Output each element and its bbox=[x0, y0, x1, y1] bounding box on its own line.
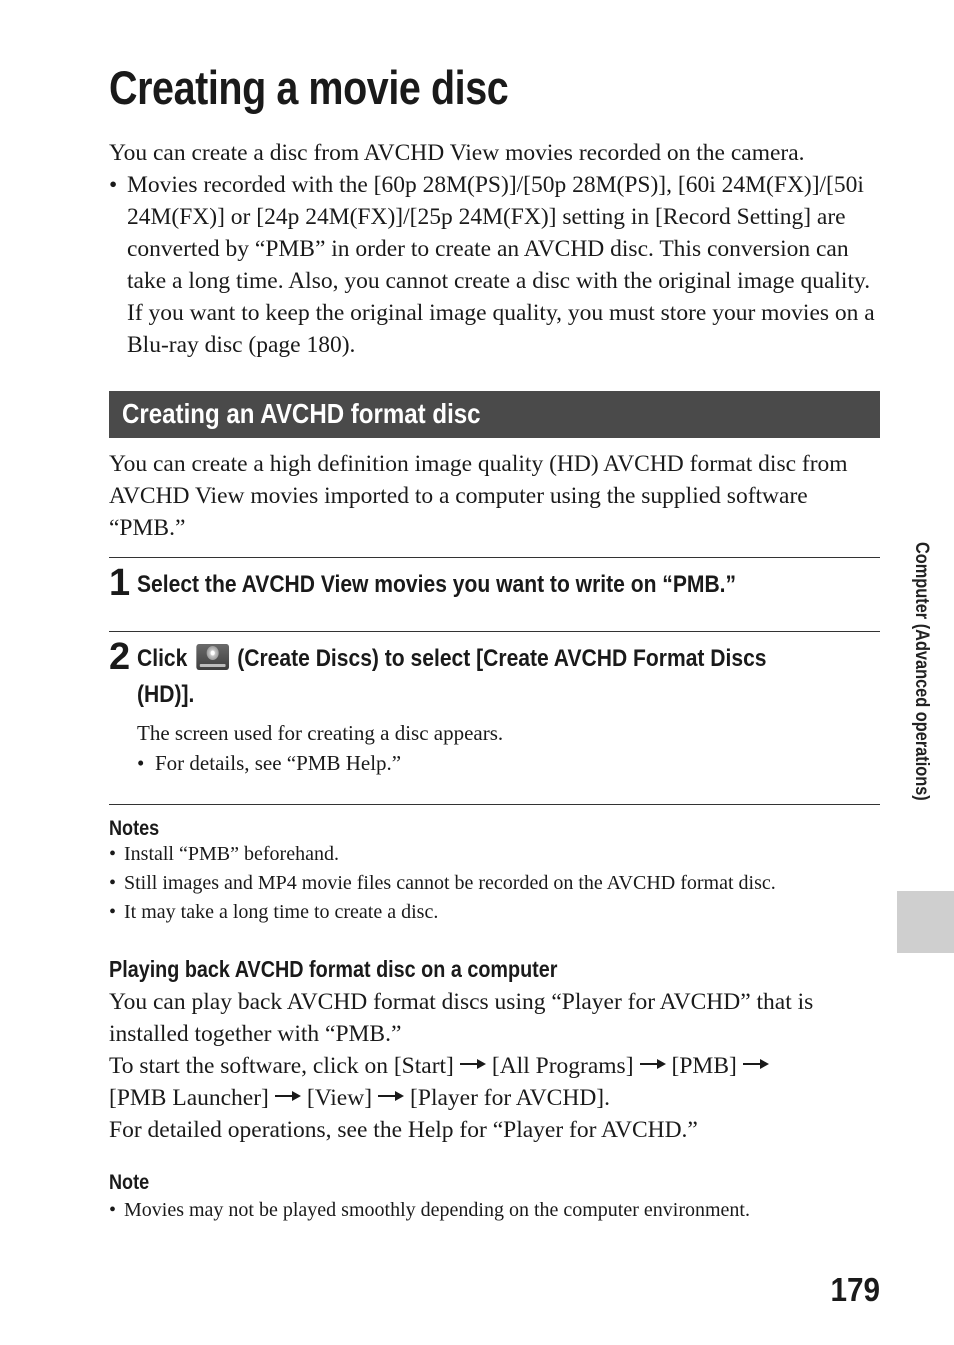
note-heading: Note bbox=[109, 1171, 150, 1194]
step-2-heading-line2: (HD)]. bbox=[137, 681, 195, 708]
path-step: [PMB Launcher] bbox=[109, 1085, 269, 1111]
side-label: Computer (Advanced operations) bbox=[911, 542, 932, 801]
divider bbox=[109, 804, 880, 805]
step-2-detail-bullet: • For details, see “PMB Help.” bbox=[137, 749, 935, 778]
step-2-heading bbox=[137, 640, 869, 678]
step-2-heading-text: (Create Discs) to select [Create AVCHD Format Discs bbox=[237, 645, 767, 672]
path-step: [All Programs] bbox=[491, 1053, 634, 1079]
step-1-heading: Select the AVCHD View movies you want to write on “PMB.” bbox=[137, 571, 737, 598]
divider bbox=[109, 557, 880, 558]
list-item: • It may take a long time to create a disc. bbox=[109, 898, 879, 927]
section-heading-bar bbox=[109, 391, 880, 438]
arrow-right-icon bbox=[640, 1058, 666, 1070]
notes-list bbox=[109, 840, 879, 927]
section-text: You can create a high definition image quality (HD) AVCHD format disc from AVCHD View movies imported to a computer using the supplied software “PMB.” bbox=[109, 451, 848, 541]
playback-heading: Playing back AVCHD format disc on a computer bbox=[109, 956, 558, 982]
intro-bullet: • Movies recorded with the [60p 28M(PS)]/[50p 28M(PS)], [60i 24M(FX)]/[50i 24M(FX)] or [24p 24M(FX)]/[25p 24M(FX)] setting in [Record Setting] are converted by “PMB” in order to create an AVCHD disc. This conversion can take a long time. Also, you cannot create a disc with the original image quality. If you want to keep the original image quality, you must store your movies on a Blu-ray disc (page 180). bbox=[109, 169, 887, 361]
arrow-right-icon bbox=[743, 1058, 769, 1070]
arrow-right-icon bbox=[460, 1058, 486, 1070]
step-2-detail: The screen used for creating a disc appears. bbox=[137, 721, 504, 745]
page-title: Creating a movie disc bbox=[109, 61, 509, 114]
arrow-right-icon bbox=[378, 1090, 404, 1102]
playback-line3: For detailed operations, see the Help for “Player for AVCHD.” bbox=[109, 1117, 698, 1143]
step-2-number: 2 bbox=[109, 636, 131, 678]
list-item: • Install “PMB” beforehand. bbox=[109, 840, 879, 869]
playback-line1: You can play back AVCHD format discs using “Player for AVCHD” that is installed together with “PMB.” bbox=[109, 989, 814, 1047]
section-heading: Creating an AVCHD format disc bbox=[122, 398, 481, 429]
step-2-click-text: Click bbox=[137, 645, 188, 672]
path-step: [PMB] bbox=[671, 1053, 737, 1079]
note-item: • Movies may not be played smoothly depending on the computer environment. bbox=[109, 1196, 904, 1225]
page-number: 179 bbox=[830, 1271, 880, 1308]
path-step: [View] bbox=[306, 1085, 373, 1111]
playback-text bbox=[109, 986, 874, 1146]
divider bbox=[109, 631, 880, 632]
notes-heading: Notes bbox=[109, 817, 160, 840]
list-item: • Still images and MP4 movie files cannot be recorded on the AVCHD format disc. bbox=[109, 869, 879, 898]
arrow-right-icon bbox=[275, 1090, 301, 1102]
step-1-number: 1 bbox=[109, 562, 131, 604]
intro-text: You can create a disc from AVCHD View movies recorded on the camera. bbox=[109, 140, 805, 166]
path-step: [Player for AVCHD]. bbox=[410, 1085, 610, 1111]
playback-path: To start the software, click on [Start] [All Programs] [PMB] [PMB Launcher] [View] [Player for AVCHD]. bbox=[109, 1050, 874, 1114]
path-step: [Start] bbox=[393, 1053, 454, 1079]
side-tab-marker bbox=[897, 891, 954, 953]
create-discs-icon bbox=[196, 644, 229, 670]
intro bbox=[109, 137, 889, 361]
